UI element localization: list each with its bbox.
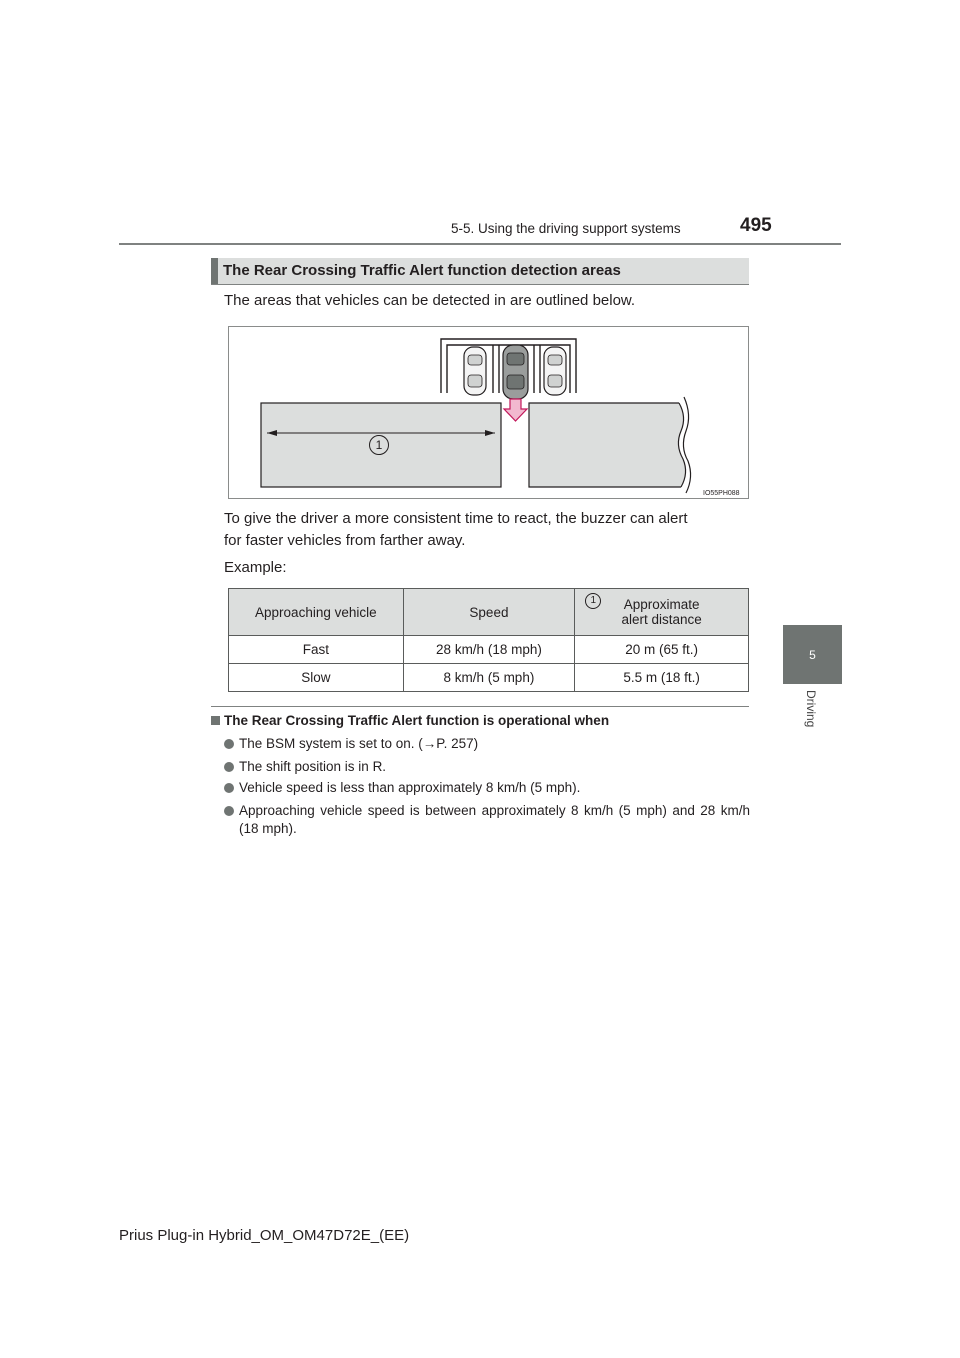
chapter-tab-label: Driving [804, 690, 818, 728]
parked-car-left [464, 347, 486, 395]
header-approaching-vehicle: Approaching vehicle [229, 589, 404, 636]
list-item [224, 758, 750, 776]
bullet-dot-icon [224, 739, 234, 749]
footer-document-code: Prius Plug-in Hybrid_OM_OM47D72E_(EE) [119, 1227, 410, 1244]
own-vehicle [503, 345, 528, 399]
conditions-divider [211, 706, 749, 707]
header-alert-distance [575, 589, 749, 636]
section-heading-rule [211, 284, 749, 285]
example-label: Example: [224, 559, 287, 576]
table-cell: 20 m (65 ft.) [575, 636, 749, 664]
table-header-row [229, 589, 749, 636]
paragraph-line-1: To give the driver a more consistent time to react, the buzzer can alert [224, 510, 688, 527]
conditions-heading [211, 713, 609, 728]
table-row [229, 664, 749, 692]
header-alert-distance-line2: alert distance [621, 612, 702, 627]
reverse-direction-arrow [504, 399, 527, 421]
table-cell: Slow [229, 664, 404, 692]
bullet-dot-icon [224, 762, 234, 772]
callout-1-table-marker: 1 [585, 593, 601, 609]
table-cell: 28 km/h (18 mph) [403, 636, 575, 664]
page-number: 495 [740, 215, 772, 236]
header-alert-distance-line1: Approximate [623, 597, 700, 612]
chapter-tab-number: 5 [809, 647, 816, 662]
table-cell: Fast [229, 636, 404, 664]
list-item [224, 779, 750, 797]
header-divider [119, 243, 841, 245]
table-cell: 8 km/h (5 mph) [403, 664, 575, 692]
list-item [224, 735, 750, 753]
bullet-dot-icon [224, 806, 234, 816]
chapter-tab [783, 625, 842, 684]
list-item-text: Approaching vehicle speed is between approximately 8 km/h (5 mph) and 28 km/h (18 mph). [239, 803, 750, 836]
header-speed: Speed [403, 589, 575, 636]
callout-1-marker: 1 [369, 435, 389, 455]
header-section-title: 5-5. Using the driving support systems [451, 221, 681, 236]
square-bullet-icon [211, 716, 220, 725]
list-item [224, 802, 750, 838]
list-item-text: Vehicle speed is less than approximately 8 km/h (5 mph). [239, 780, 581, 795]
detection-area-diagram [228, 326, 749, 499]
conditions-title: The Rear Crossing Traffic Alert function is operational when [224, 713, 610, 728]
bullet-dot-icon [224, 783, 234, 793]
detection-area-illustration [229, 327, 750, 500]
list-item-text: The BSM system is set to on. (→P. 257) [239, 736, 479, 751]
section-intro: The areas that vehicles can be detected in are outlined below. [224, 292, 636, 309]
right-detection-area [529, 403, 686, 487]
alert-distance-table [228, 588, 749, 692]
parked-car-right [544, 347, 566, 395]
section-title: The Rear Crossing Traffic Alert function detection areas [223, 262, 621, 279]
table-cell: 5.5 m (18 ft.) [575, 664, 749, 692]
list-item-text: The shift position is in R. [239, 759, 387, 774]
table-row [229, 636, 749, 664]
paragraph-line-2: for faster vehicles from farther away. [224, 532, 466, 549]
diagram-image-code: IO55PH088 [703, 490, 740, 497]
